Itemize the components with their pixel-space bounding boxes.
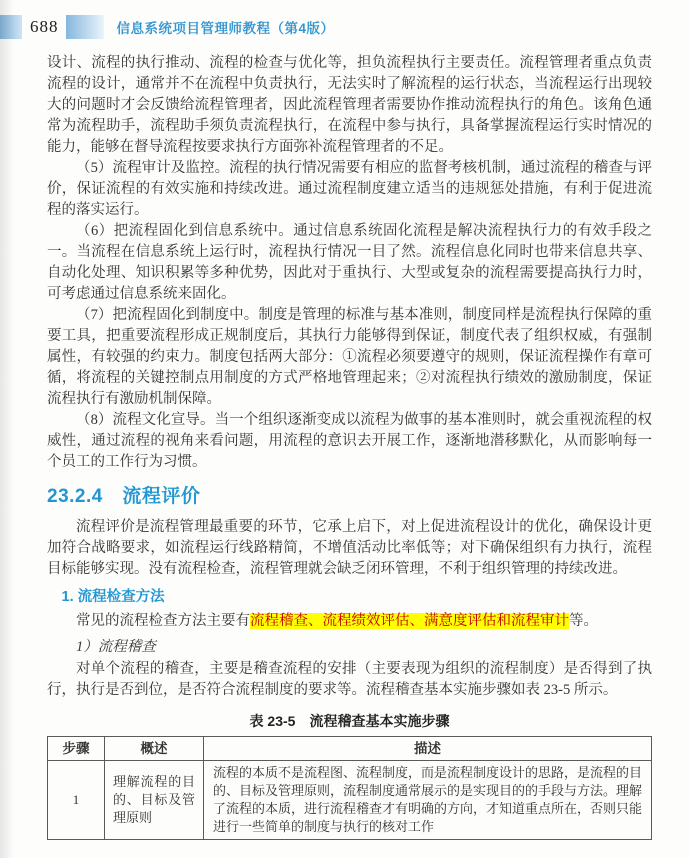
paragraph-5-audit-monitoring: （5）流程审计及监控。流程的执行情况需要有相应的监督考核机制，通过流程的稽查与评价，保证流程的有效实施和持续改进。通过流程制度建立适当的违规惩处措施，有利于促进流程的落实运行。 [47,160,652,218]
check-methods-prefix: 常见的流程检查方法主要有 [76,613,250,629]
check-methods-highlight: 流程稽查、流程绩效评估、满意度评估和流程审计 [250,613,569,629]
table-header-description: 描述 [204,737,652,761]
page-content [0,40,690,840]
table-caption: 表 23-5 流程稽查基本实施步骤 [249,713,450,729]
table-inspection-steps [47,736,652,840]
paragraph-7-solidify-regulation: （7）把流程固化到制度中。制度是管理的标准与基本准则，制度同样是流程执行保障的重要工具，把重要流程形成正规制度后，其执行力能够得到保证，制度代表了组织权威，有强制属性，有较强的约束力。制度包括两大部分：①流程必须要遵守的规则，保证流程操作有章可循，将流程的关键控制点用制度的方式严格地管理起来；②对流程执行绩效的激励制度，保证流程执行有激励机制保障。 [47,307,652,407]
paragraph-6-solidify-info-system: （6）把流程固化到信息系统中。通过信息系统固化流程是解决流程执行力的有效手段之一。当流程在信息系统上运行时，流程执行情况一目了然。流程信息化同时也带来信息共享、自动化处理、知识积累等多种优势，因此对于重执行、大型或复杂的流程需要提高执行力时，可考虑通过信息系统来固化。 [47,223,652,302]
paragraph-continuation: 设计、流程的执行推动、流程的检查与优化等，担负流程执行主要责任。流程管理者重点负责流程的设计，通常并不在流程中负责执行，无法实时了解流程的运行状态，当流程运行出现较大的问题时才会反馈给流程管理者，因此流程管理者需要协作推动流程执行的角色。该角色通常为流程助手，流程助手须负责流程执行，在流程中参与执行，具备掌握流程运行实时情况的能力，能够在督导流程按要求执行方面弥补流程管理者的不足。 [47,55,652,155]
paragraph-inspection-detail: 对单个流程的稽查，主要是稽查流程的安排（主要表现为组织的流程制度）是否得到了执行，执行是否到位，是否符合流程制度的要求等。流程稽查基本实施步骤如表 23-5 所示。 [47,661,652,698]
page-header [0,0,690,40]
header-accent-block-left [0,15,22,39]
table-cell-step: 1 [48,761,105,840]
book-title: 信息系统项目管理师教程（第4版） [116,20,335,36]
page-number: 688 [30,16,59,36]
paragraph-check-methods [47,611,652,632]
table-header-overview: 概述 [105,737,204,761]
subsection-heading-check-methods: 1. 流程检查方法 [61,589,165,605]
paragraph-8-culture-advocacy: （8）流程文化宣导。当一个组织逐渐变成以流程为做事的基本准则时，就会重视流程的权威性，通过流程的视角来看问题，用流程的意识去开展工作，逐渐地潜移默化，从而影响每一个员工的工作行为习惯。 [47,412,652,470]
header-accent-block-right [66,15,104,39]
table-cell-description: 流程的本质不是流程图、流程制度，而是流程制度设计的思路，是流程的目的、目标及管理原则，流程制度通常展示的是实现目的的手段与方法。理解了流程的本质，进行流程稽查才有明确的方向，才知道重点所在，否则只能进行一些简单的制度与执行的核对工作 [204,761,652,840]
section-heading-process-evaluation: 23.2.4 流程评价 [47,486,201,507]
table-header-step: 步骤 [48,737,105,761]
item-heading-process-inspection: 1）流程稽查 [76,639,156,655]
table-row [48,761,652,840]
table-header-row [48,737,652,761]
paragraph-evaluation-intro: 流程评价是流程管理最重要的环节，它承上启下，对上促进流程设计的优化，确保设计更加符合战略要求，如流程运行线路精简，不增值活动比率低等；对下确保组织有力执行，流程目标能够实现。没有流程检查，流程管理就会缺乏闭环管理，不利于组织管理的持续改进。 [47,519,652,577]
check-methods-suffix: 等。 [569,613,598,629]
table-cell-overview: 理解流程的目的、目标及管理原则 [105,761,204,840]
